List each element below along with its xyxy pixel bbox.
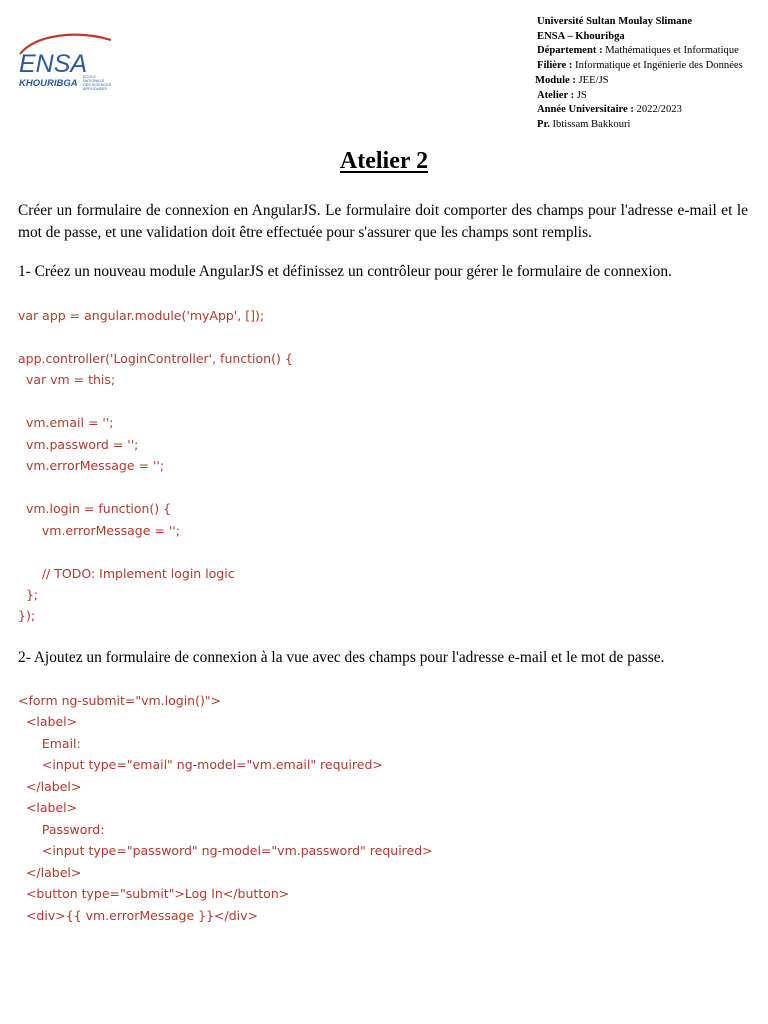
- intro-paragraph: Créer un formulaire de connexion en AngularJS. Le formulaire doit comporter des champs pour l'adresse e-mail et le mot de passe, et une validation doit être effectuée pour s'assurer que les champs sont remplis.: [18, 202, 748, 241]
- filiere-line: Filière : Informatique et Ingénierie des Données: [537, 60, 743, 72]
- logo-sub-2: NATIONALE: [83, 79, 105, 83]
- school-line: ENSA – Khouribga: [537, 30, 625, 42]
- logo-sub-4: APPLIQUEES: [83, 87, 108, 90]
- ensa-logo: [16, 32, 116, 90]
- year-line: Année Universitaire : 2022/2023: [537, 104, 682, 116]
- code-block-controller: app.controller('LoginController', function() { var vm = this; vm.email = ''; vm.password = ''; vm.errorMessage = ''; vm.login = function() { vm.errorMessage = ''; // TODO: Implement login logic }; });: [18, 351, 293, 624]
- atelier-line: Atelier : JS: [537, 89, 587, 101]
- module-line: Module : JEE/JS: [535, 74, 609, 86]
- step-2-instruction: 2- Ajoutez un formulaire de connexion à la vue avec des champs pour l'adresse e-mail et le mot de passe.: [18, 649, 665, 666]
- step-1-instruction: 1- Créez un nouveau module AngularJS et définissez un contrôleur pour gérer le formulaire de connexion.: [18, 263, 672, 280]
- logo-sub-1: ECOLE: [83, 75, 96, 79]
- university-line: Université Sultan Moulay Slimane: [537, 16, 693, 27]
- logo-ensa-text: ENSA: [19, 50, 88, 78]
- code-block-form: <form ng-submit="vm.login()"> <label> Email: <input type="email" ng-model="vm.email" required> </label> <label> Password: <input type="password" ng-model="vm.password" required> </label> <button type="submit">Log In</button> <div>{{ vm.errorMessage }}</div>: [18, 693, 433, 923]
- logo-sub-3: DES SCIENCES: [83, 83, 112, 87]
- page-title: Atelier 2: [339, 148, 429, 174]
- logo-city-text: KHOURIBGA: [19, 78, 78, 89]
- code-block-module: var app = angular.module('myApp', []);: [18, 308, 265, 323]
- department-line: Département : Mathématiques et Informatique: [537, 45, 739, 57]
- course-header: [537, 15, 765, 133]
- professor-line: Pr. Ibtissam Bakkouri: [537, 118, 631, 130]
